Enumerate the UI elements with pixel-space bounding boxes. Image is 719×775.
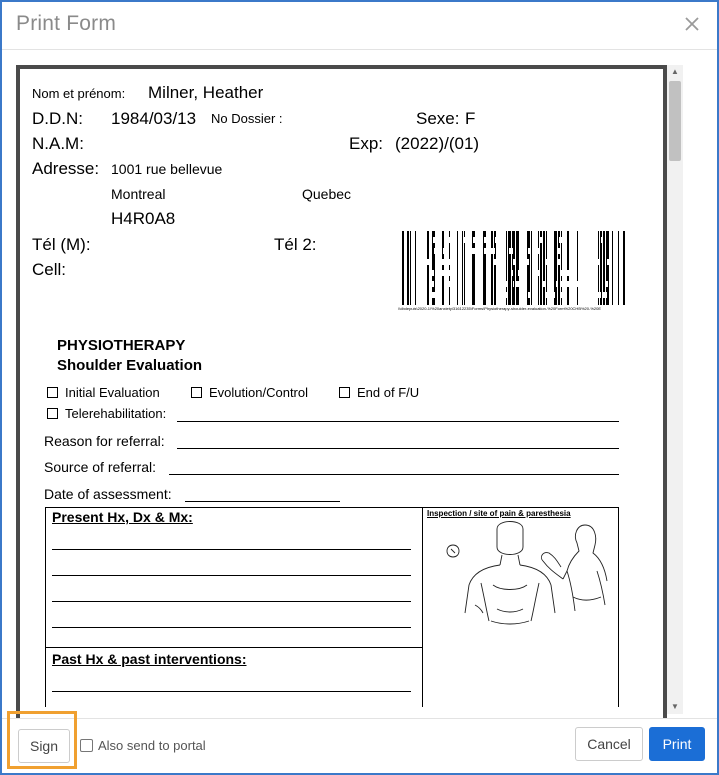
scroll-down-icon[interactable]: ▼	[671, 702, 679, 711]
dossier-label: No Dossier :	[211, 111, 283, 126]
barcode-gap	[436, 281, 439, 287]
barcode-gap	[497, 292, 498, 298]
barcode-gap	[595, 270, 597, 276]
barcode-gap	[446, 270, 447, 276]
barcode-gap	[589, 281, 593, 287]
barcode-gap	[432, 292, 436, 298]
barcode-gap	[571, 281, 573, 287]
barcode-gap	[446, 281, 450, 287]
barcode-gap	[488, 248, 489, 254]
barcode-gap	[558, 248, 560, 254]
barcode-gap	[538, 248, 540, 254]
scroll-thumb[interactable]	[669, 81, 681, 161]
address-city: Montreal	[111, 186, 166, 202]
evolution-control-checkbox	[191, 387, 202, 398]
preview-scrollbar[interactable]	[667, 65, 683, 714]
barcode-gap	[470, 270, 471, 276]
barcode-gap	[459, 237, 462, 243]
barcode-gap	[540, 237, 542, 243]
barcode-gap	[603, 292, 607, 298]
barcode-gap	[427, 259, 431, 265]
exp-value: (2022)/(01)	[395, 134, 480, 153]
barcode-gap	[443, 248, 445, 254]
barcode-gap	[464, 237, 467, 243]
end-of-fu-checkbox	[339, 387, 350, 398]
barcode-gap	[586, 281, 587, 287]
telerehab-checkbox	[47, 408, 58, 419]
barcode-gap	[448, 259, 451, 265]
present-hx-line-3	[52, 601, 411, 602]
barcode-bar	[516, 231, 519, 305]
barcode-gap	[437, 248, 441, 254]
source-label: Source of referral:	[44, 459, 157, 475]
barcode-gap	[472, 248, 476, 254]
sex-label: Sexe:	[416, 109, 460, 128]
barcode-gap	[511, 270, 513, 276]
sign-highlight-frame	[7, 711, 77, 769]
barcode-bar	[491, 231, 493, 305]
form-preview	[16, 65, 667, 718]
barcode-gap	[504, 237, 506, 243]
date-label: Date of assessment:	[44, 486, 172, 502]
initial-evaluation-label: Initial Evaluation	[65, 385, 160, 400]
barcode-gap	[557, 259, 561, 265]
barcode-gap	[439, 237, 441, 243]
barcode-gap	[449, 270, 452, 276]
barcode-gap	[533, 270, 534, 276]
form-title-line2: Shoulder Evaluation	[57, 357, 203, 374]
barcode-gap	[442, 270, 444, 276]
barcode-caption: \\dbdepuis\2020-1\%20anxiety\31612235\Forms\Physiotherapy-shoulder-evaluation-%20Form%20CHB%20-%20E	[398, 306, 602, 311]
barcode-gap	[509, 248, 513, 254]
barcode-gap	[423, 259, 425, 265]
barcode-gap	[456, 248, 457, 254]
barcode-gap	[543, 281, 546, 287]
address-postal: H4R0A8	[111, 209, 176, 228]
barcode-gap	[493, 259, 496, 265]
barcode-gap	[551, 292, 555, 298]
patient-name: Milner, Heather	[148, 83, 264, 102]
barcode-bar	[623, 231, 625, 305]
barcode-gap	[484, 248, 486, 254]
barcode-gap	[580, 237, 581, 243]
barcode-gap	[537, 237, 538, 243]
barcode-gap	[547, 270, 551, 276]
barcode-gap	[569, 292, 572, 298]
address-street: 1001 rue bellevue	[111, 161, 223, 177]
ddn-value: 1984/03/13	[111, 109, 197, 128]
source-line	[169, 474, 619, 475]
barcode-gap	[562, 248, 566, 254]
tel2-label: Tél 2:	[274, 235, 317, 254]
barcode-gap	[536, 270, 539, 276]
barcode-gap	[534, 237, 535, 243]
barcode-gap	[429, 292, 430, 298]
barcode-gap	[436, 259, 440, 265]
nam-label: N.A.M:	[32, 134, 84, 153]
reason-label: Reason for referral:	[44, 433, 165, 449]
barcode-gap	[521, 259, 525, 265]
barcode-gap	[459, 248, 462, 254]
name-label: Nom et prénom:	[32, 86, 126, 101]
barcode-gap	[551, 281, 554, 287]
sex-value: F	[465, 109, 476, 128]
dialog-footer	[2, 718, 717, 773]
barcode-gap	[556, 281, 558, 287]
barcode-bar	[410, 231, 411, 305]
barcode-bar	[407, 231, 409, 305]
barcode-gap	[607, 259, 611, 265]
barcode-gap	[449, 237, 451, 243]
patient-barcode	[402, 231, 626, 305]
barcode-gap	[518, 270, 519, 276]
dialog-title: Print Form	[16, 12, 117, 35]
telerehab-label: Telerehabilitation:	[65, 406, 167, 421]
barcode-bar	[612, 231, 613, 305]
barcode-bar	[567, 231, 569, 305]
past-hx-line-1	[52, 691, 411, 692]
barcode-gap	[513, 259, 515, 265]
barcode-gap	[478, 270, 479, 276]
evolution-control-label: Evolution/Control	[209, 385, 308, 400]
barcode-gap	[560, 281, 563, 287]
barcode-gap	[498, 270, 501, 276]
form-title-line1: PHYSIOTHERAPY	[57, 337, 186, 354]
barcode-bar	[618, 231, 619, 305]
print-button[interactable]: Print	[649, 727, 705, 761]
barcode-gap	[516, 281, 520, 287]
inspection-label: Inspection / site of pain & paresthesia	[427, 509, 571, 518]
initial-evaluation-checkbox	[47, 387, 58, 398]
barcode-gap	[560, 292, 562, 298]
barcode-gap	[571, 270, 575, 276]
barcode-gap	[491, 248, 495, 254]
barcode-gap	[425, 237, 426, 243]
barcode-bar	[531, 231, 532, 305]
address-province: Quebec	[302, 186, 352, 202]
barcode-gap	[420, 281, 424, 287]
barcode-gap	[434, 248, 435, 254]
barcode-gap	[430, 270, 434, 276]
barcode-bar	[442, 231, 444, 305]
barcode-gap	[452, 281, 456, 287]
exp-label: Exp:	[349, 134, 384, 153]
present-hx-line-2	[52, 575, 411, 576]
barcode-gap	[548, 281, 549, 287]
barcode-gap	[575, 281, 578, 287]
barcode-gap	[557, 292, 558, 298]
present-hx-line-4	[52, 627, 411, 628]
barcode-gap	[466, 259, 468, 265]
barcode-gap	[478, 248, 482, 254]
barcode-bar	[462, 231, 463, 305]
barcode-gap	[528, 292, 531, 298]
barcode-gap	[481, 270, 482, 276]
date-line	[185, 501, 340, 502]
barcode-gap	[484, 237, 488, 243]
barcode-gap	[466, 292, 468, 298]
barcode-gap	[601, 237, 602, 243]
close-icon[interactable]	[683, 12, 703, 36]
barcode-gap	[605, 281, 608, 287]
barcode-gap	[533, 292, 535, 298]
barcode-bar	[427, 231, 429, 305]
barcode-gap	[458, 281, 461, 287]
past-hx-label: Past Hx & past interventions:	[52, 651, 247, 667]
barcode-gap	[561, 270, 564, 276]
history-divider	[422, 507, 423, 707]
barcode-bar	[402, 231, 404, 305]
tel-m-label: Tél (M):	[32, 235, 91, 254]
barcode-bar	[457, 231, 458, 305]
barcode-gap	[528, 248, 530, 254]
barcode-bar	[538, 231, 539, 305]
barcode-gap	[527, 259, 529, 265]
reason-line	[177, 448, 619, 449]
barcode-gap	[598, 292, 601, 298]
barcode-gap	[501, 248, 504, 254]
send-to-portal-label: Also send to portal	[98, 737, 206, 753]
barcode-gap	[475, 259, 478, 265]
sign-button[interactable]: Sign	[18, 729, 70, 763]
barcode-gap	[442, 259, 446, 265]
barcode-bar	[577, 231, 578, 305]
barcode-gap	[583, 237, 585, 243]
barcode-gap	[546, 259, 548, 265]
ddn-label: D.D.N:	[32, 109, 83, 128]
barcode-gap	[513, 281, 514, 287]
barcode-gap	[504, 292, 507, 298]
barcode-gap	[532, 248, 536, 254]
dialog-header	[2, 2, 717, 50]
barcode-gap	[564, 292, 567, 298]
barcode-gap	[463, 281, 464, 287]
barcode-gap	[589, 248, 592, 254]
body-diagram	[445, 521, 615, 626]
scroll-up-icon[interactable]: ▲	[671, 67, 679, 76]
barcode-gap	[495, 237, 499, 243]
present-hx-label: Present Hx, Dx & Mx:	[52, 509, 193, 525]
send-to-portal-option[interactable]	[80, 735, 206, 755]
barcode-gap	[545, 292, 549, 298]
barcode-gap	[559, 237, 563, 243]
barcode-gap	[565, 281, 569, 287]
present-hx-line-1	[52, 549, 411, 550]
barcode-gap	[453, 237, 457, 243]
cell-label: Cell:	[32, 260, 67, 279]
barcode-gap	[454, 270, 456, 276]
barcode-gap	[566, 270, 569, 276]
barcode-bar	[508, 231, 511, 305]
barcode-gap	[433, 237, 437, 243]
barcode-gap	[585, 292, 589, 298]
cancel-button[interactable]: Cancel	[575, 727, 643, 761]
barcode-bar	[512, 231, 515, 305]
end-of-fu-label: End of F/U	[357, 385, 420, 400]
telerehab-line	[177, 421, 619, 422]
barcode-gap	[563, 259, 564, 265]
barcode-gap	[574, 292, 575, 298]
barcode-gap	[594, 259, 595, 265]
barcode-gap	[506, 281, 507, 287]
past-hx-separator	[45, 647, 423, 648]
form-document	[20, 69, 663, 718]
send-to-portal-checkbox[interactable]	[80, 739, 93, 752]
barcode-bar	[415, 231, 416, 305]
barcode-gap	[597, 259, 599, 265]
dialog-body	[2, 51, 717, 718]
barcode-gap	[460, 292, 461, 298]
barcode-bar	[543, 231, 545, 305]
barcode-gap	[432, 281, 434, 287]
barcode-gap	[473, 237, 477, 243]
barcode-gap	[452, 292, 453, 298]
address-label: Adresse:	[32, 159, 100, 178]
